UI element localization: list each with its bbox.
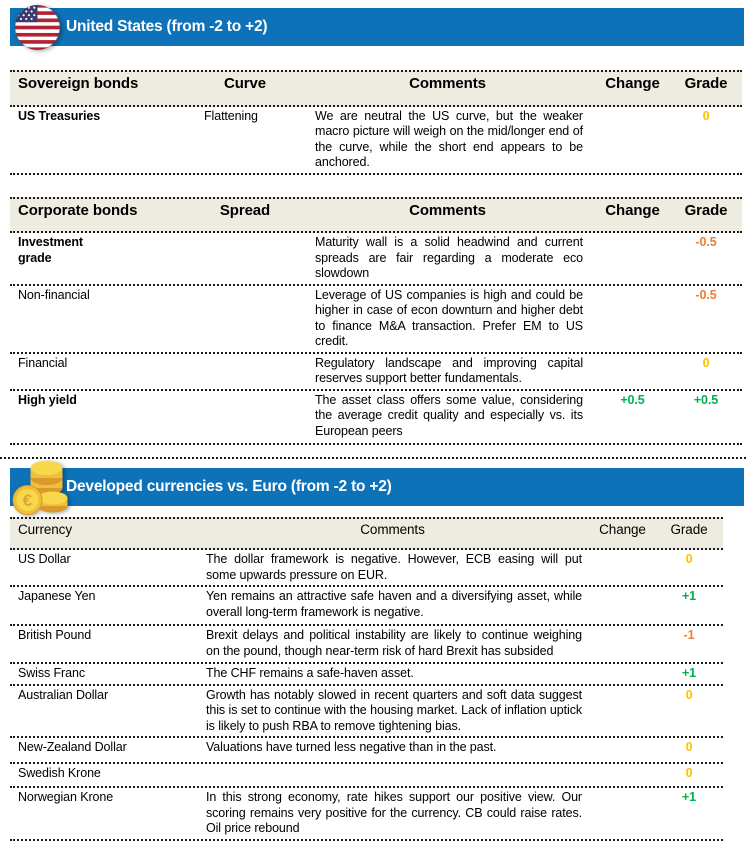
row-change <box>590 626 655 662</box>
row-change <box>595 107 670 173</box>
row-name: Norwegian Krone <box>18 790 114 804</box>
row-grade: +1 <box>681 790 697 804</box>
row-change <box>595 354 670 389</box>
currency-table <box>10 517 723 841</box>
row-name: British Pound <box>18 628 92 642</box>
table-row <box>10 738 723 764</box>
row-change <box>590 764 655 786</box>
row-name: Japanese Yen <box>18 589 96 603</box>
table-row <box>10 788 723 841</box>
row-comments: Leverage of US companies is high and could be higher in case of econ downturn and higher debt to finance M&A transaction. Prefer EM to US credit. <box>315 287 583 348</box>
row-comments: Brexit delays and political instability are likely to continue weighing on the pound, though near-term risk of hard Brexit has subsided <box>206 628 582 658</box>
row-comments: The CHF remains a safe-haven asset. <box>206 666 414 680</box>
row-change <box>590 664 655 684</box>
sovereign-bonds-table <box>10 70 742 175</box>
row-comments: The asset class offers some value, considering the average credit quality and especially vs. its European peers <box>315 392 583 438</box>
row-change <box>590 738 655 762</box>
row-name: Financial <box>18 355 68 370</box>
row-comments: The dollar framework is negative. However, ECB easing will put some upwards pressure on EUR. <box>206 552 582 582</box>
row-comments: We are neutral the US curve, but the weaker macro picture will weigh on the mid/longer end of the curve, while the short end appears to be anchored. <box>315 108 583 169</box>
column-header-change: Change <box>599 521 646 537</box>
section-title: United States (from -2 to +2) <box>66 18 268 35</box>
column-header-curve: Curve <box>223 75 267 92</box>
row-grade: -1 <box>683 628 695 642</box>
row-spread <box>190 354 300 389</box>
row-comments: Yen remains an attractive safe haven and a diversifying asset, while overall long-term framework is negative. <box>206 589 582 619</box>
section-header-united-states <box>10 8 744 46</box>
section-title: Developed currencies vs. Euro (from -2 to +2) <box>66 477 392 495</box>
table-row <box>10 626 723 664</box>
section-header-developed-currencies <box>10 468 744 510</box>
column-header-grade: Grade <box>684 75 728 92</box>
sovereign-bonds-header-row <box>10 70 742 107</box>
row-name: US Dollar <box>18 552 71 566</box>
column-header-comments: Comments <box>360 521 425 537</box>
row-change <box>595 233 670 284</box>
row-curve: Flattening <box>204 108 258 123</box>
table-row <box>10 286 742 354</box>
row-change <box>590 686 655 737</box>
column-header-grade: Grade <box>670 521 708 537</box>
row-comments: Regulatory landscape and improving capital reserves support better fundamentals. <box>315 355 583 385</box>
row-grade: 0 <box>685 687 693 702</box>
row-name: Investment grade <box>18 235 83 265</box>
column-header-corporate-bonds: Corporate bonds <box>18 201 138 219</box>
corporate-bonds-table <box>10 197 742 445</box>
column-header-currency: Currency <box>18 521 72 537</box>
row-spread <box>190 233 300 284</box>
column-header-change: Change <box>605 75 660 92</box>
us-flag-icon <box>14 4 61 51</box>
table-row <box>10 686 723 739</box>
row-grade: 0 <box>702 355 710 370</box>
row-comments: Growth has notably slowed in recent quarters and soft data suggest this is set to continue with the housing market. Lack of inflation uptick is likely to push RBA to remove tightening bias. <box>206 687 582 733</box>
row-grade: 0 <box>685 740 693 754</box>
row-name: Swedish Krone <box>18 766 101 780</box>
row-name: New-Zealand Dollar <box>18 740 127 754</box>
row-name: High yield <box>18 392 77 407</box>
row-name: Swiss Franc <box>18 666 85 680</box>
column-header-comments: Comments <box>409 201 486 219</box>
column-header-grade: Grade <box>684 201 728 219</box>
row-comments: In this strong economy, rate hikes support our positive view. Our scoring remains very positive for the currency. CB could raise rates. Oil price rebound <box>206 790 582 835</box>
row-name: US Treasuries <box>18 108 101 123</box>
row-change <box>590 550 655 585</box>
table-row <box>10 664 723 686</box>
row-grade: +1 <box>681 666 697 680</box>
table-row <box>10 587 723 626</box>
row-grade: -0.5 <box>695 235 717 249</box>
row-grade: 0 <box>685 552 693 566</box>
row-comments: Maturity wall is a solid headwind and current spreads are fair regarding a moderate eco slowdown <box>315 235 583 280</box>
table-row <box>10 233 742 286</box>
row-grade: 0 <box>685 766 693 780</box>
column-header-change: Change <box>605 201 660 219</box>
row-grade: 0 <box>702 108 710 123</box>
table-row <box>10 107 742 175</box>
row-spread <box>190 391 300 443</box>
row-name: Non-financial <box>18 287 90 302</box>
table-row <box>10 391 742 445</box>
euro-coins-icon <box>12 458 69 516</box>
row-name: Australian Dollar <box>18 687 109 702</box>
column-header-sovereign-bonds: Sovereign bonds <box>18 75 139 92</box>
row-change: +0.5 <box>620 392 645 407</box>
row-comments <box>195 764 590 786</box>
row-grade: +1 <box>681 589 697 603</box>
row-change <box>590 587 655 624</box>
table-row <box>10 550 723 587</box>
currency-header-row <box>10 517 723 551</box>
row-grade: -0.5 <box>695 287 717 302</box>
row-spread <box>190 286 300 352</box>
column-header-comments: Comments <box>409 75 486 92</box>
table-row <box>10 354 742 391</box>
section-divider-rule <box>0 457 746 459</box>
column-header-spread: Spread <box>219 201 271 219</box>
row-grade: +0.5 <box>693 392 719 407</box>
row-comments: Valuations have turned less negative than in the past. <box>206 740 497 754</box>
row-change <box>595 286 670 352</box>
svg-text:€: € <box>22 490 33 510</box>
table-row <box>10 764 723 788</box>
corporate-bonds-header-row <box>10 197 742 234</box>
row-change <box>590 788 655 839</box>
